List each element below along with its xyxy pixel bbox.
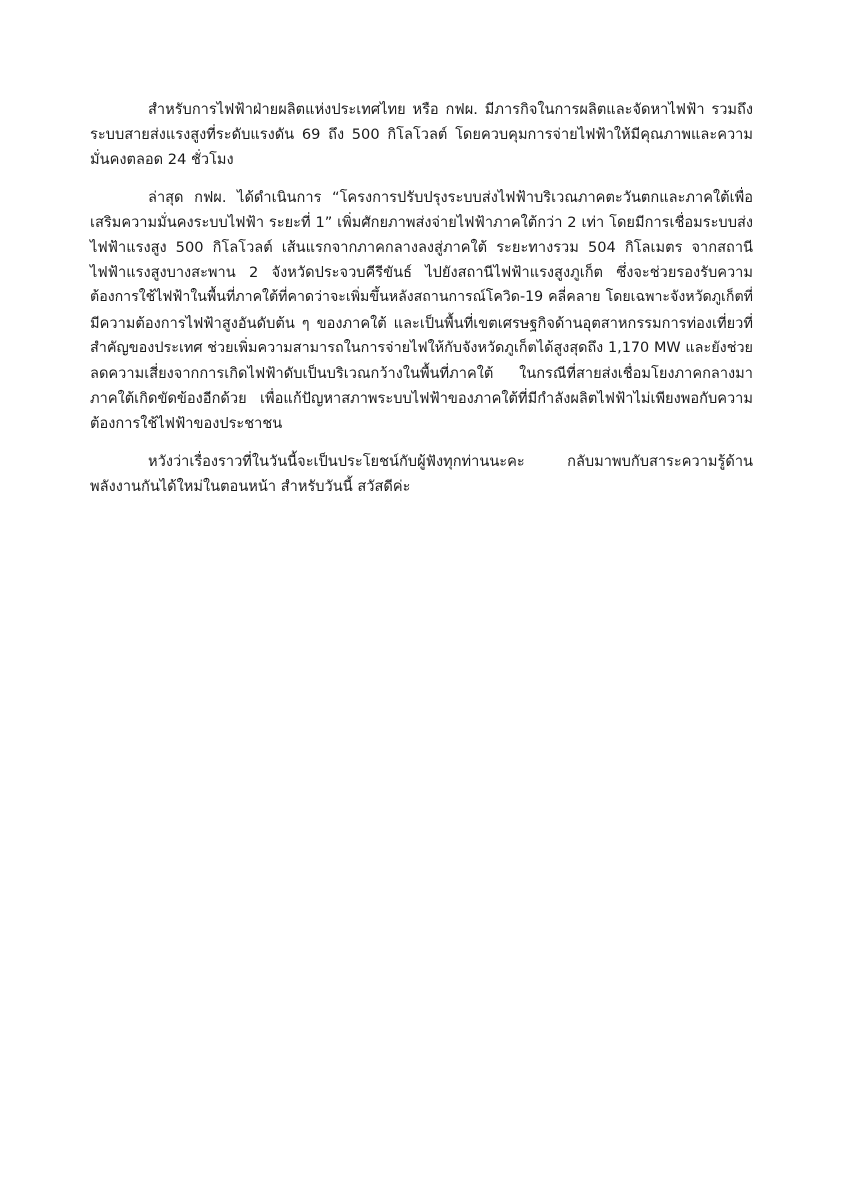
text-line: ล่าสุด กฟผ. ได้ดำเนินการ “โครงการปรับปรุงระบบส่งไฟฟ้าบริเวณภาคตะวันตกและภาคใต้เพื่อ — [148, 188, 753, 206]
text-line: พลังงานกันได้ใหม่ในตอนหน้า สำหรับวันนี้ สวัสดีค่ะ — [90, 477, 411, 495]
text-line: ไฟฟ้าแรงสูง 500 กิโลโวลต์ เส้นแรกจากภาคกลางลงสู่ภาคใต้ ระยะทางรวม 504 กิโลเมตร จากสถานี — [90, 239, 753, 257]
text-line: ภาคใต้เกิดขัดข้องอีกด้วย เพื่อแก้ปัญหาสภาพระบบไฟฟ้าของภาคใต้ที่มีกำลังผลิตไฟฟ้าไม่เพียงพอกับความ — [90, 390, 753, 408]
text-line: สำหรับการไฟฟ้าฝ่ายผลิตแห่งประเทศไทย หรือ กฟผ. มีภารกิจในการผลิตและจัดหาไฟฟ้า รวมถึง — [148, 101, 753, 118]
document-body — [90, 97, 753, 511]
text-line: มีความต้องการไฟฟ้าสูงอันดับต้น ๆ ของภาคใต้ และเป็นพื้นที่เขตเศรษฐกิจด้านอุตสาหกรรมการท่องเที่ยวที่ — [90, 314, 753, 332]
text-line: ต้องการใช้ไฟฟ้าของประชาชน — [90, 415, 283, 433]
text-line: ลดความเสี่ยงจากการเกิดไฟฟ้าดับเป็นบริเวณกว้างในพื้นที่ภาคใต้ ในกรณีที่สายส่งเชื่อมโยงภาคกลางมา — [90, 365, 753, 383]
text-line: มั่นคงตลอด 24 ชั่วโมง — [90, 151, 234, 169]
text-line: ต้องการใช้ไฟฟ้าในพื้นที่ภาคใต้ที่คาดว่าจะเพิ่มขึ้นหลังสถานการณ์โควิด-19 คลี่คลาย โดยเฉพาะจังหวัดภูเก็ตที่ — [90, 289, 753, 306]
text-line: ระบบสายส่งแรงสูงที่ระดับแรงดัน 69 ถึง 500 กิโลโวลต์ โดยควบคุมการจ่ายไฟฟ้าให้มีคุณภาพและความ — [90, 126, 753, 144]
text-line: ไฟฟ้าแรงสูงบางสะพาน 2 จังหวัดประจวบคีรีขันธ์ ไปยังสถานีไฟฟ้าแรงสูงภูเก็ต ซึ่งจะช่วยรองรับความ — [90, 264, 753, 282]
text-line: เสริมความมั่นคงระบบไฟฟ้า ระยะที่ 1” เพิ่มศักยภาพส่งจ่ายไฟฟ้าภาคใต้กว่า 2 เท่า โดยมีการเชื่อมระบบส่ง — [90, 213, 753, 231]
paragraph-transmission-project — [90, 185, 753, 437]
text-line: หวังว่าเรื่องราวที่ในวันนี้จะเป็นประโยชน์กับผู้ฟังทุกท่านนะคะ กลับมาพบกับสาระความรู้ด้าน — [148, 452, 753, 470]
text-line: สำคัญของประเทศ ช่วยเพิ่มความสามารถในการจ่ายไฟให้กับจังหวัดภูเก็ตได้สูงสุดถึง 1,170 MW และยังช่วย — [90, 339, 753, 356]
paragraph-egat-mission — [90, 97, 753, 173]
paragraph-closing — [90, 449, 753, 499]
